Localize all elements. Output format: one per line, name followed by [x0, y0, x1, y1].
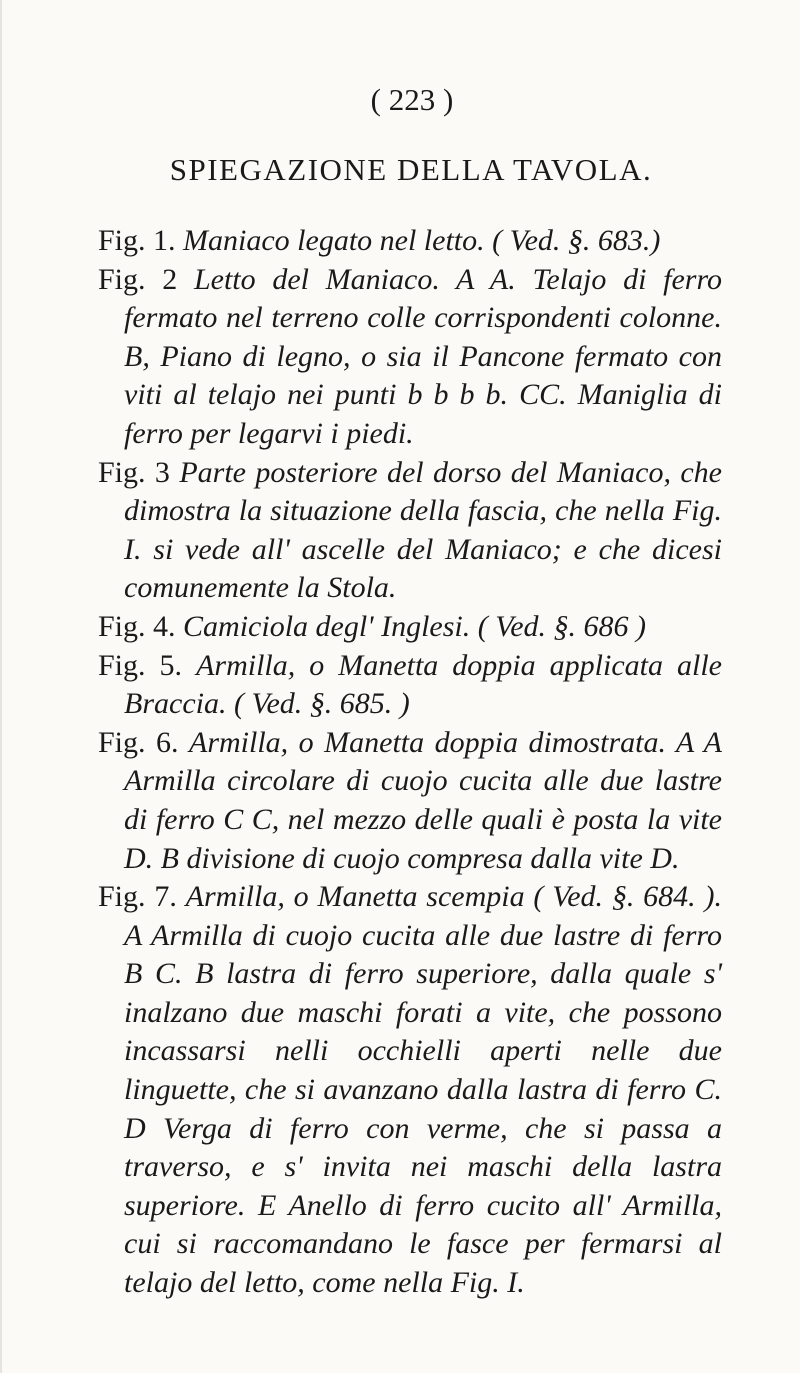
figure-label: Fig. 3 — [98, 455, 170, 489]
figure-label: Fig. 7. — [98, 880, 177, 914]
figure-entry-5 — [98, 647, 722, 724]
figure-entry-3 — [98, 454, 722, 608]
figure-label: Fig. 5. — [98, 648, 183, 682]
figure-label: Fig. 2 — [98, 262, 178, 296]
figure-explanations — [98, 222, 722, 1303]
figure-description: Parte posteriore del dorso del Maniaco, che dimostra la situazione della fascia, che nella Fig. I. si vede all' ascelle del Maniaco; e che dicesi comunemente la Stola. — [124, 455, 722, 605]
page-title: SPIEGAZIONE DELLA TAVOLA. — [169, 152, 653, 187]
figure-description: Maniaco legato nel letto. ( Ved. §. 683.) — [183, 224, 661, 257]
figure-entry-6 — [98, 724, 722, 878]
figure-description: Camiciola degl' Inglesi. ( Ved. §. 686 ) — [183, 609, 647, 643]
figure-description: Letto del Maniaco. A A. Telajo di ferro fermato nel terreno colle corrispondenti colonne. B, Piano di legno, o sia il Pancone fermato con viti al telajo nei punti b b b b. CC. Maniglia di ferro per legarvi i piedi. — [124, 262, 723, 450]
figure-entry-2 — [98, 261, 722, 454]
figure-entry-1 — [98, 222, 722, 261]
figure-description: Armilla, o Manetta doppia applicata alle Braccia. ( Ved. §. 685. ) — [124, 648, 722, 721]
figure-label: Fig. 4. — [98, 609, 176, 643]
figure-label: Fig. 1. — [98, 224, 176, 257]
figure-description: Armilla, o Manetta scempia ( Ved. §. 684. ). A Armilla di cuojo cucita alle due lastre di ferro B C. B lastra di ferro superiore, dalla quale s' inalzano due maschi forati a vite, che possono incassarsi nelli occhielli aperti nelle due linguette, che si avanzano dalla lastra di ferro C. D Verga di ferro con verme, che si passa a traverso, e s' invita nei maschi della lastra superiore. E Anello di ferro cucito all' Armilla, cui si raccomandano le fasce per fermarsi al telajo del letto, come nella Fig. I. — [124, 880, 722, 1300]
figure-entry-4 — [98, 608, 722, 647]
page-number: ( 223 ) — [370, 82, 454, 117]
figure-description: Armilla, o Manetta doppia dimostrata. A A Armilla circolare di cuojo cucita alle due lastre di ferro C C, nel mezzo delle quali è posta la vite D. B divisione di cuojo compresa dalla vite D. — [124, 725, 722, 875]
figure-entry-7 — [98, 878, 722, 1303]
figure-label: Fig. 6. — [98, 725, 179, 759]
